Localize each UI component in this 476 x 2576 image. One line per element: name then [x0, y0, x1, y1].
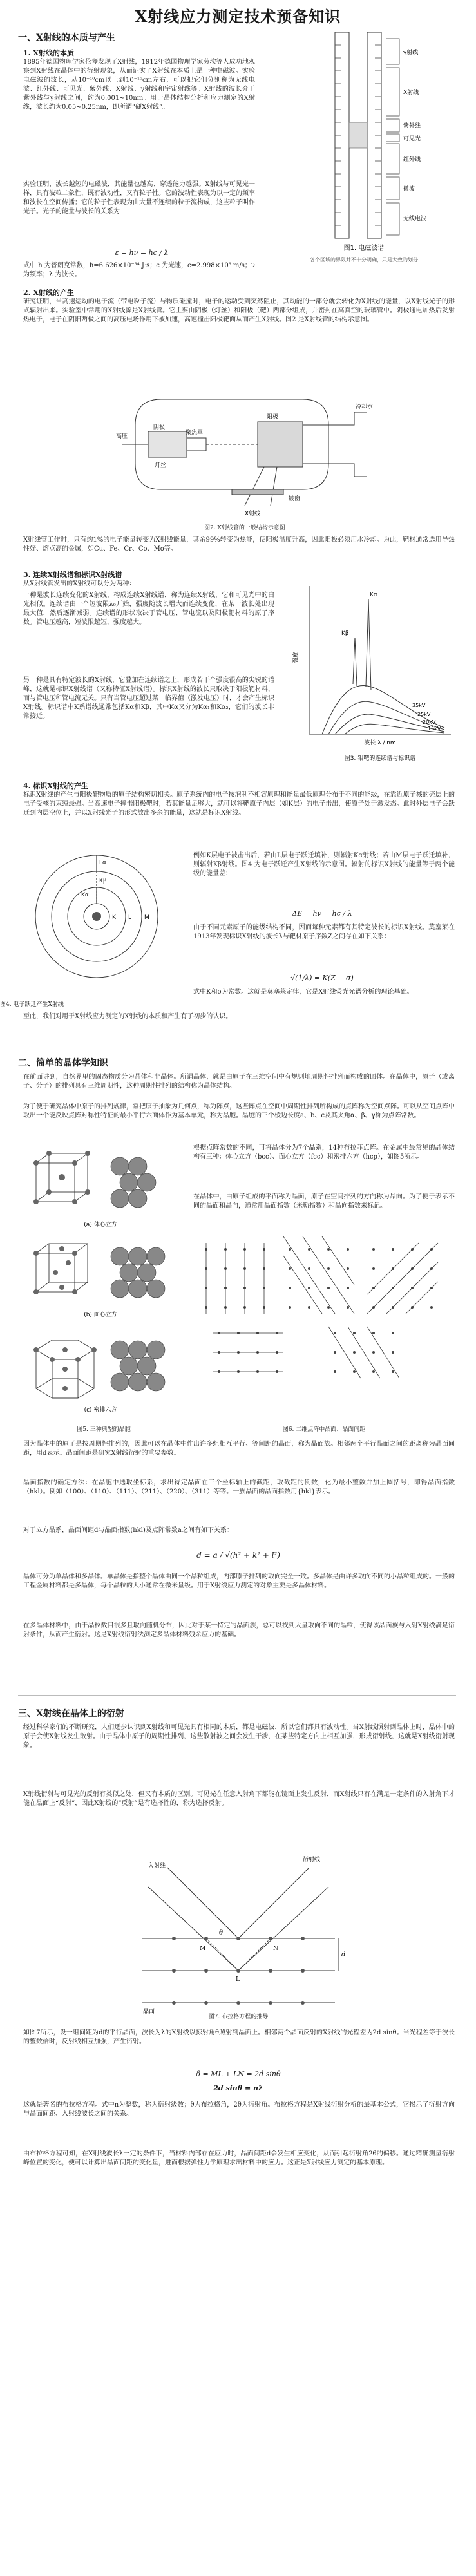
paragraph: 例如K层电子被击出后，若由L层电子跃迁填补，则辐射Kα射线；若由M层电子跃迁填补，则辐射Kβ射线。图4 为电子跃迁产生X射线的示意图。辐射的标识X射线的能量等于两个能级的能量差： — [193, 852, 455, 877]
spectrum-label: γ射线 — [403, 50, 419, 56]
voltage-label: 25kV — [417, 712, 431, 717]
figure-caption: 图7. 布拉格方程的推导 — [208, 2014, 269, 2020]
spectrum-label: 紫外线 — [403, 123, 421, 129]
paragraph: 因为晶体中的原子是按周期性排列的，因此可以在晶体中作出许多组相互平行、等间距的晶面，称为晶面族。相邻两个平行晶面之间的距离称为晶面间距，用d表示。晶面间距是研究X射线衍射的重要参数。 — [23, 1441, 455, 1457]
shell-label: M — [144, 914, 149, 921]
formula-energy-difference: ΔE = hν = hc / λ — [292, 909, 352, 918]
point-label: N — [273, 1946, 278, 1952]
paragraph: 根据点阵常数的不同，可将晶体分为7个晶系，14种布拉菲点阵。在金属中最常见的晶体结构有三种：体心立方（bcc）、面心立方（fcc）和密排六方（hcp），如图5所示。 — [193, 1144, 455, 1160]
document-title: X射线应力测定技术预备知识 — [135, 7, 341, 26]
paragraph: 标识X射线的产生与阳极靶物质的原子结构密切相关。原子系统内的电子按泡利不相容原理和能量最低原理分布于不同的能级，在靠近原子核的壳层上的电子受核的束缚最强。当高速电子撞击阳极靶时，若其能量足够大，就可以将靶原子内层（如K层）的电子击出，使原子处于激发态。此时外层电子会跃迁到内层空位上，并以X射线光子的形式放出多余的能量，这就是标识X射线。 — [23, 791, 455, 817]
spectrum-label: 无线电波 — [403, 216, 427, 222]
formula-bragg: 2d sinθ = nλ — [213, 2084, 263, 2092]
ray-label: 衍射线 — [303, 1857, 321, 1863]
paragraph: 如图7所示，设一组间距为d的平行晶面，波长为λ的X射线以掠射角θ照射到晶面上。相邻两个晶面反射的X射线的光程差为2d sinθ。当光程差等于波长的整数倍时，反射线相互加强，产生衍射。 — [23, 2029, 455, 2045]
tube-label: X射线 — [245, 511, 261, 517]
paragraph: 在多晶体材料中，由于晶粒数目很多且取向随机分布，因此对于某一特定的晶面族，总可以找到大量取向不同的晶粒，使得该晶面族与入射X射线满足衍射条件，从而产生衍射。这是X射线衍射法测定多晶体材料残余应力的基础。 — [23, 1622, 455, 1638]
paragraph: 一种是波长连续变化的X射线，构成连续X射线谱，称为连续X射线，它和可见光中的白光相似。连续谱由一个短波限λ₀开始，强度随波长增大而连续变化，在某一波长处出现最大值，然后逐渐减弱。连续谱的形状取决于管电压、管电流以及阳极靶材料的原子序数。管电压越高，短波限越短，强度越大。 — [23, 592, 274, 626]
paragraph: 研究证明，当高速运动的电子流（带电粒子流）与物质碰撞时，电子的运动受到突然阻止，其动能的一部分就会转化为X射线的能量，以X射线光子的形式辐射出来。实验室中常用的X射线源是X射线管。它主要由阴极（灯丝）和阳极（靶）两部分组成，并密封在高真空的玻璃管中。阴极通电加热后发射热电子，电子在阴阳两极之间的高压电场作用下被加速，高速撞击阳极靶面从而产生X射线。图2 是X射线管的结构示意图。 — [23, 298, 455, 323]
paragraph: 这就是著名的布拉格方程。式中n为整数，称为衍射级数；θ为布拉格角，2θ为衍射角。布拉格方程是X射线衍射分析的最基本公式，它揭示了衍射方向与晶面间距、入射线波长之间的关系。 — [23, 2101, 455, 2117]
paragraph: 从X射线管发出的X射线可以分为两种： — [23, 580, 136, 587]
tube-label: 阳极 — [267, 414, 279, 421]
subsection-heading-characteristic: 4. 标识X射线的产生 — [23, 782, 88, 790]
voltage-label: 35kV — [412, 703, 426, 708]
paragraph: 晶面指数的确定方法：在晶胞中选取坐标系，求出待定晶面在三个坐标轴上的截距，取截距的倒数，化为最小整数并加上圆括号，即得晶面指数（hkl）。例如（100）、（110）、（111）、（211）、（220）、（311）等等。一族晶面的晶面指数用{hkl}表示。 — [23, 1479, 455, 1495]
point-label: L — [236, 1976, 240, 1983]
section-heading-crystallography: 二、简单的晶体学知识 — [18, 1058, 108, 1068]
lattice-planes-figure — [193, 1236, 455, 1410]
cell-type-label: (b) 面心立方 — [84, 1312, 117, 1318]
cell-type-label: (c) 密排六方 — [84, 1407, 117, 1414]
formula-interplanar-spacing: d = a / √(h² + k² + l²) — [196, 1551, 280, 1560]
paragraph: 至此，我们对用于X射线应力测定的X射线的本质和产生有了初步的认识。 — [23, 1013, 233, 1020]
subsection-heading-generation: 2. X射线的产生 — [23, 289, 74, 297]
paragraph: 实验证明，波长越短的电磁波，其能量也越高、穿透能力越强。X射线与可见光一样，具有波粒二象性，既有波动性，又有粒子性。它的波动性表现为以一定的频率和波长在空间传播；它的粒子性表现为由大量不连续的粒子流构成，这些粒子叫作光子。光子的能量与波长的关系为 — [23, 181, 255, 215]
figure-caption: 图2. X射线管的一般结构示意图 — [204, 525, 285, 531]
figure-note: 各个区域的界限并不十分明确，只是大致的划分 — [310, 257, 418, 263]
paragraph: 另一种是具有特定波长的X射线，它叠加在连续谱之上，形成若干个强度很高的尖锐的谱峰，这就是标识X射线谱（又称特征X射线谱）。标识X射线的波长只取决于阳极靶材料，而与管电压和管电流无关。只有当管电压超过某一临界值（激发电压）时，才会产生标识X射线。标识谱中K系谱线通常包括Kα和Kβ，其中Kα又分为Kα₁和Kα₂，它们的波长非常接近。 — [23, 677, 274, 720]
electromagnetic-spectrum-figure — [271, 26, 457, 270]
shell-label: L — [128, 914, 132, 921]
bragg-derivation-figure — [129, 1842, 348, 2015]
paragraph: X射线管工作时，只有约1%的电子能量转变为X射线能量，其余99%转变为热能，使阳极温度升高，因此阳极必须用水冷却。为此，靶材通常选用导热性好、熔点高的金属，如Cu、Fe、Cr、Co、Mo等。 — [23, 536, 455, 553]
tube-label: 聚焦罩 — [186, 430, 204, 436]
formula-moseley: √(1/λ) = K(Z − σ) — [290, 974, 354, 982]
subsection-heading-nature: 1. X射线的本质 — [23, 49, 74, 57]
paragraph: 在晶体中，由原子组成的平面称为晶面，原子在空间排列的方向称为晶向。为了便于表示不同的晶面和晶向，通常用晶面指数（米勒指数）和晶向指数来标记。 — [193, 1193, 455, 1209]
spectrum-peak-label: Kα — [370, 592, 377, 598]
paragraph: 在前面讲到，自然界里的固态物质分为晶体和非晶体。所谓晶体，就是由原子在三维空间中有规则地周期性排列而构成的固体。在晶体中，原子（或离子、分子）的排列具有三维周期性，这种周期性排列的结构称为晶体结构。 — [23, 1074, 455, 1090]
paragraph: X射线衍射与可见光的反射有类似之处，但又有本质的区别。可见光在任意入射角下都能在镜面上发生反射，而X射线只有在满足一定条件的入射角下才能在晶面上“反射”，因此X射线的“反射”是有选择性的，称为选择反射。 — [23, 1791, 455, 1807]
angle-label: θ — [219, 1929, 224, 1937]
section-heading-diffraction: 三、X射线在晶体上的衍射 — [18, 1709, 124, 1719]
section-heading-xray-nature: 一、X射线的本质与产生 — [18, 33, 115, 43]
spectrum-label: 红外线 — [403, 156, 421, 163]
spectrum-label: X射线 — [403, 90, 419, 96]
figure-caption: 图3. 钼靶的连续谱与标识谱 — [344, 755, 416, 762]
tube-label: 灯丝 — [155, 462, 167, 469]
tube-label: 铍窗 — [289, 496, 301, 502]
transition-label: Lα — [99, 860, 106, 866]
paragraph: 对于立方晶系，晶面间距d与晶面指数(hkl)及点阵常数a之间有如下关系： — [23, 1527, 233, 1534]
figure-caption: 图6. 二维点阵中晶面、晶面间距 — [282, 1426, 366, 1433]
spectrum-peak-label: Kβ — [341, 630, 349, 637]
figure-caption: 图4. 电子跃迁产生X射线 — [0, 1001, 64, 1008]
paragraph: 由于不同元素原子的能级结构不同，因而每种元素都有其特定波长的标识X射线。莫塞莱在1913年发现标识X射线的波长λ与靶材原子序数Z之间存在如下关系： — [193, 924, 455, 940]
spectrum-label: 微波 — [403, 186, 415, 193]
paragraph: 由布拉格方程可知，在X射线波长λ一定的条件下，当材料内部存在应力时，晶面间距d会发生相应变化，从而引起衍射角2θ的偏移。通过精确测量衍射峰位置的变化，便可以计算出晶面间距的变化量，进而根据弹性力学原理求出材料中的应力。这正是X射线应力测定的基本原理。 — [23, 2150, 455, 2166]
paragraph: 经过科学家们的不断研究，人们逐步认识到X射线和可见光具有相同的本质，都是电磁波，所以它们都具有波动性。当X射线照射到晶体上时，晶体中的原子会使X射线发生散射。由于晶体中原子的周期性排列，这些散射波之间会发生干涉，在某些特定方向上相互加强，形成衍射线，这就是X射线衍射现象。 — [23, 1724, 455, 1749]
subsection-heading-spectra: 3. 连续X射线谱和标识X射线谱 — [23, 571, 122, 579]
tube-label: 冷却水 — [356, 404, 374, 410]
paragraph: 晶体可分为单晶体和多晶体。单晶体是指整个晶体由同一个晶粒组成，内部原子排列的取向完全一致。多晶体是由许多取向不同的小晶粒组成的。一般的工程金属材料都是多晶体，每个晶粒的大小通常在微米量级。用于X射线应力测定的对象主要是多晶体材料。 — [23, 1573, 455, 1589]
paragraph: 1895年德国物理学家伦琴发现了X射线，1912年德国物理学家劳埃等人成功地观察到X射线在晶体中的衍射现象，从而证实了X射线在本质上是一种电磁波。实验电磁波的波长，从10⁻¹⁰cm以上到10⁻¹⁵cm左右，可以把它们分别称为无线电波、红外线、可见光、紫外线、X射线、γ射线和宇宙射线等。X射线的波长介于紫外线与γ射线之间，约为0.001~10nm。用于晶体结构分析和应力测定的X射线，波长约为0.05~0.25nm，即所谓“硬X射线”。 — [23, 59, 255, 111]
transition-label: Kα — [81, 892, 89, 898]
tube-label: 高压 — [116, 433, 128, 440]
plane-label: 晶面 — [143, 2009, 155, 2015]
voltage-label: 15kV — [428, 726, 441, 732]
transition-label: Kβ — [99, 878, 107, 884]
figure-caption: 图5. 三种典型的晶胞 — [77, 1426, 131, 1433]
spacing-label: d — [341, 1951, 346, 1958]
formula-path-difference: δ = ML + LN = 2d sinθ — [196, 2070, 281, 2078]
cell-type-label: (a) 体心立方 — [84, 1222, 117, 1228]
ray-label: 入射线 — [148, 1863, 166, 1870]
paragraph: 式中 h 为普朗克常数，h=6.626×10⁻³⁴ J·s；c 为光速，c=2.998×10⁸ m/s；ν 为频率；λ 为波长。 — [23, 262, 255, 278]
point-label: M — [200, 1946, 206, 1952]
unit-cell-figure — [23, 1144, 184, 1421]
x-axis-label: 波长 λ / nm — [364, 740, 396, 746]
formula-photon-energy: ε = hν = hc / λ — [115, 249, 169, 257]
paragraph: 为了便于研究晶体中原子的排列规律，常把原子抽象为几何点，称为阵点，这些阵点在空间中周期性排列所构成的点阵称为空间点阵。可以从空间点阵中取出一个能反映点阵对称性特征的最小平行六面体作为基本单元，称为晶胞。晶胞的三个棱边长度a、b、c及其夹角α、β、γ称为点阵常数。 — [23, 1103, 455, 1119]
shell-label: K — [112, 914, 116, 921]
tube-label: 阴极 — [153, 424, 166, 431]
section-divider — [18, 1695, 456, 1696]
figure-caption: 图1. 电磁波谱 — [343, 245, 385, 252]
y-axis-label: 强度 — [293, 651, 300, 663]
xray-tube-figure — [109, 367, 380, 522]
electron-transition-figure — [19, 849, 180, 997]
xray-spectrum-figure — [290, 573, 464, 766]
paragraph: 式中K和σ为常数。这就是莫塞莱定律，它是X射线荧光光谱分析的理论基础。 — [193, 989, 414, 996]
spectrum-label: 可见光 — [403, 136, 421, 142]
voltage-label: 20kV — [423, 719, 436, 725]
